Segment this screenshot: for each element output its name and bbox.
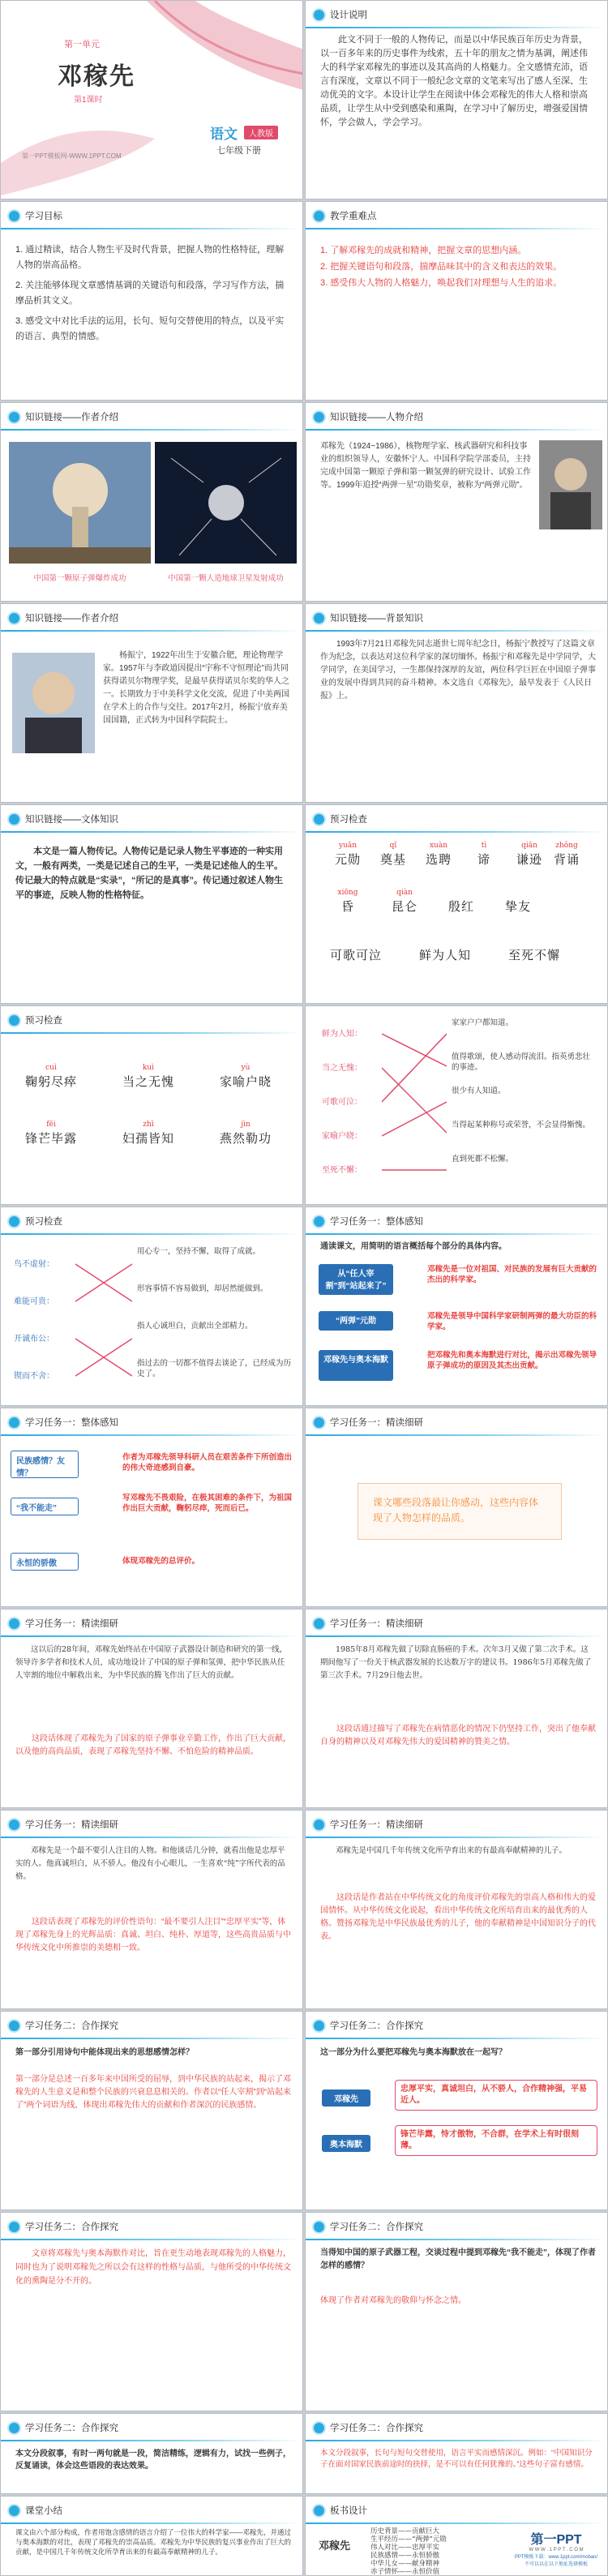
term: 开诚布公： xyxy=(14,1335,54,1344)
section-label: 永恒的骄傲 xyxy=(11,1553,79,1571)
slide-text: 本文是一篇人物传记。人物传记是记录人物生平事迹的一种实用文，一般有两类，一类是记述自己的生平，一类是记述他人的生平。传记最大的特点就是“实录”，“所记的是真事”。传记通过叙述人物生平的事迹，反映人物的性格特征。 xyxy=(15,847,283,900)
slide-title: 板书设计 xyxy=(330,2506,367,2516)
section-label: “我不能走” xyxy=(11,1498,79,1515)
word: 当之无愧 xyxy=(122,1074,174,1089)
quoted-passage: 1985年8月邓稼先做了切除直肠癌的手术。次年3月又做了第二次手术。这期间他写了一份关于核武器发展的长达数万字的建议书。1986年5月邓稼先做了第三次手术。7月29日他去世。 xyxy=(320,1645,592,1680)
term: 可歌可泣： xyxy=(322,1098,362,1107)
close-reading-prompt-slide xyxy=(305,1408,608,1607)
background-knowledge-slide xyxy=(305,603,608,803)
close-reading-slide-2 xyxy=(305,1609,608,1808)
grade-label: 七年级下册 xyxy=(216,146,261,156)
deng-jiaxian-photo xyxy=(539,440,602,529)
slide-title: 学习任务一：精读细研 xyxy=(330,1820,423,1830)
section-summary: 体现邓稼先的总评价。 xyxy=(122,1557,200,1566)
key-point-item: 2. 把握关键语句和段落，揣摩品味其中的含义和表达的效果。 xyxy=(320,262,563,272)
site-label: 第一PPT模板网-WWW.1PPT.COM xyxy=(22,152,122,160)
term: 锲而不舍： xyxy=(14,1372,54,1381)
matching-lines xyxy=(382,1018,447,1196)
word: 家喻户晓 xyxy=(219,1074,272,1089)
yang-zhenning-photo xyxy=(12,653,95,753)
matching-lines xyxy=(75,1246,132,1400)
slide-title: 知识链接——作者介绍 xyxy=(25,614,118,624)
word: 殷红 xyxy=(447,899,474,914)
comparison-label: 奥本海默 xyxy=(322,2135,370,2152)
edition-badge: 人教版 xyxy=(244,126,278,139)
inquiry-answer: 体现了作者对邓稼先的敬仰与怀念之情。 xyxy=(320,2296,466,2305)
slide-title: 学习任务一：精读细研 xyxy=(25,1619,118,1629)
quoted-passage: 邓稼先是中国几千年传统文化所孕育出来的有最高奉献精神的儿子。 xyxy=(336,1846,567,1855)
definition-list xyxy=(452,1018,597,1188)
bullet-icon xyxy=(9,1417,19,1428)
quoted-passage: 邓稼先是一个最不要引人注目的人物。和他谈话几分钟，就看出他是忠厚平实的人。他真诚坦白，从不骄人。他没有小心眼儿，一生喜欢“纯”字所代表的品格。 xyxy=(15,1846,285,1881)
bullet-icon xyxy=(9,2222,19,2232)
slide-title: 学习任务二：合作探究 xyxy=(25,2021,118,2031)
term: 鲜为人知： xyxy=(322,1030,362,1039)
template-link[interactable]: 不可以以在以下地址选择模板 xyxy=(524,2562,588,2567)
slide-title: 知识链接——背景知识 xyxy=(330,614,423,624)
word: 谛 xyxy=(477,852,490,867)
word: 至死不懈 xyxy=(507,948,560,962)
comparison-label: 邓稼先 xyxy=(322,2090,370,2107)
bullet-icon xyxy=(314,10,324,20)
term: 家喻户晓： xyxy=(322,1132,362,1141)
bullet-icon xyxy=(314,1819,324,1830)
cooperative-inquiry-slide-2 xyxy=(305,2011,608,2210)
word: 鲜为人知 xyxy=(418,948,471,962)
close-reading-slide-4 xyxy=(305,1810,608,2009)
slide-title: 知识链接——人物介绍 xyxy=(330,413,423,422)
image-caption: 中国第一颗人造地球卫星发射成功 xyxy=(168,574,284,583)
slide-text: 杨振宁，1922年出生于安徽合肥，理论物理学家。1957年与李政道因提出“宇称不守恒理论”而共同获得诺贝尔物理学奖，是最早获得诺贝尔奖的华人之一。长期致力于中美科学文化交流，促进了中美两国在学术上的合作与交往。2017年2月，杨振宁放弃美国国籍，正式转为中国科学院院士。 xyxy=(103,651,289,725)
logo-block xyxy=(512,2529,601,2567)
board-row: 生平经历——“两弹”元勋 xyxy=(370,2535,447,2544)
goal-item: 2. 关注能够体现文章感情基调的关键语句和段落，学习写作方法，揣摩品析其文义。 xyxy=(15,281,285,306)
cover-background-illustration xyxy=(1,1,303,199)
word: 背诵 xyxy=(553,852,580,867)
word: 锋芒毕露 xyxy=(24,1131,77,1146)
pinyin xyxy=(429,888,494,898)
slide-title: 学习任务一：精读细研 xyxy=(330,1619,423,1629)
learning-goals-slide xyxy=(0,201,303,401)
cooperative-inquiry-slide-4 xyxy=(305,2212,608,2411)
bullet-icon xyxy=(9,2021,19,2031)
bullet-icon xyxy=(314,412,324,422)
bullet-icon xyxy=(314,211,324,221)
quoted-passage: 这以后的28年间，邓稼先始终站在中国原子武器设计制造和研究的第一线，领导许多学者和技术人员，成功地设计了中国的原子弹和氢弹，把中华民族从任人宰割的地位中解救出来，为中华民族的腾飞作出了巨大的贡献。 xyxy=(15,1645,288,1680)
definition: 用心专一，坚持不懈，取得了成就。 xyxy=(137,1247,261,1256)
definition: 家家户户都知道。 xyxy=(452,1018,514,1027)
slide-title: 教学重难点 xyxy=(330,212,377,221)
word: 挚友 xyxy=(504,899,531,914)
unit-label: 第一单元 xyxy=(64,40,100,49)
class-summary-slide xyxy=(0,2496,303,2576)
analysis-text: 这段话通过描写了邓稼先在病情恶化的情况下仍坚持工作，突出了他奉献自身的精神以及对邓稼先伟大的爱国精神的赞美之情。 xyxy=(320,1725,596,1747)
inquiry-question: 这一部分为什么要把邓稼先与奥本海默放在一起写？ xyxy=(320,2048,507,2057)
pinyin: fēi xyxy=(46,1121,56,1129)
slide-title: 学习任务二：合作探究 xyxy=(330,2424,423,2433)
slide-title: 预习检查 xyxy=(25,1217,62,1227)
pinyin: xuàn xyxy=(429,842,448,850)
summary-text: 课文由六个部分构成，作者用饱含感情的语言介绍了一位伟大的科学家——邓稼先，并通过与奥本海默的对比，表现了邓稼先的崇高品质。邓稼先为中华民族的复兴事业作出了巨大的贡献，是中国几千年传统文化所孕育出来的有最高奉献精神的儿子。 xyxy=(15,2528,292,2556)
close-reading-slide-3 xyxy=(0,1810,303,2009)
word: 鞠躬尽瘁 xyxy=(24,1074,77,1089)
bullet-icon xyxy=(9,1819,19,1830)
pinyin: zhī xyxy=(143,1121,154,1129)
cooperative-inquiry-slide-3 xyxy=(0,2212,303,2411)
definition: 指人心诚坦白，贡献出全部精力。 xyxy=(137,1322,253,1331)
inquiry-answer: 第一部分是总述一百多年来中国所受的屈辱，到中华民族的站起来，揭示了邓稼先的人生意义是和整个民族的兴衰息息相关的。作者以“任人宰割”到“站起来了”两个词语为线，体现出邓稼先伟大的贡献和作者深沉的民族感情。 xyxy=(15,2075,291,2110)
section-summary: 作者为邓稼先领导科研人员在艰苦条件下所创造出的伟大奇迹感到自豪。 xyxy=(122,1453,293,1472)
pinyin: kuì xyxy=(142,1064,155,1072)
pinyin: qiān xyxy=(521,842,537,850)
inquiry-answer: 文章将邓稼先与奥本海默作对比，旨在更生动地表现邓稼先的人格魅力，同时也为了说明邓稼先之所以会有这样的性格与品质，与他所受的中华传统文化的熏陶是分不开的。 xyxy=(15,2249,291,2286)
term-list xyxy=(14,1246,79,1395)
section-label: 民族感情？友情？ xyxy=(11,1451,79,1478)
definition: 很少有人知道。 xyxy=(452,1087,506,1095)
pinyin: yuān xyxy=(338,842,358,850)
bullet-icon xyxy=(314,613,324,624)
slide-title: 学习任务二：合作探究 xyxy=(25,2222,118,2232)
image-caption: 中国第一颗原子弹爆炸成功 xyxy=(33,574,126,583)
analysis-text: 这段话是作者站在中华传统文化的角度评价邓稼先的崇高人格和伟大的爱国情怀。从中华传统文化说起，看出中华传统文化所培育出来的最优秀的人格。赞扬邓稼先是中华民族最优秀的儿子，他的奉献精神是中国知识分子的代表。 xyxy=(320,1893,596,1941)
definition: 值得歌颂，使人感动得流泪。指英勇悲壮的事迹。 xyxy=(452,1052,591,1072)
word: 选聘 xyxy=(425,852,452,867)
inquiry-answer: 本文分段叙事，长句与短句交替使用，语言平实而感情深沉。例如：“中国知识分子在面对国家民族前途时的抉择，是不可以有任何犹豫的。”这些句子富有感情。 xyxy=(320,2449,593,2469)
analysis-text: 这段话体现了邓稼先为了国家的原子弹事业辛勤工作，作出了巨大贡献，以及他的高尚品质，表现了邓稼先坚持不懈、不怕危险的精神品质。 xyxy=(15,1734,291,1756)
bullet-icon xyxy=(314,2423,324,2433)
word: 谦逊 xyxy=(516,852,542,867)
slide-title: 学习任务一：精读细研 xyxy=(330,1418,423,1428)
slide-title: 学习任务一：整体感知 xyxy=(330,1217,423,1227)
bullet-icon xyxy=(314,1417,324,1428)
board-rows xyxy=(370,2527,447,2576)
pinyin: qǐ xyxy=(389,842,397,850)
board-row: 历史背景——贡献巨大 xyxy=(370,2527,440,2535)
definition: 形容事情不容易做到，却居然能做到。 xyxy=(137,1284,268,1293)
cooperative-inquiry-slide-1 xyxy=(0,2011,303,2210)
bullet-icon xyxy=(9,412,19,422)
key-point-item: 3. 感受伟大人物的人格魅力，唤起我们对理想与人生的追求。 xyxy=(320,278,563,288)
bullet-icon xyxy=(9,814,19,825)
term: 难能可贵： xyxy=(14,1297,54,1306)
goal-item: 3. 感受文中对比手法的运用，长句、短句交替使用的特点，以及平实的语言、典型的情感。 xyxy=(15,316,285,341)
matching-slide-2 xyxy=(0,1207,303,1406)
slide-title: 预习检查 xyxy=(330,815,367,825)
pinyin: yù xyxy=(241,1064,250,1072)
person-intro-slide xyxy=(305,402,608,602)
lesson-label: 第1课时 xyxy=(74,96,103,105)
section-summary: 邓稼先是领导中国科学家研制两弹的最大功臣的科学家。 xyxy=(427,1312,597,1331)
section-summary: 邓稼先是一位对祖国、对民族的发展有巨大贡献的杰出的科学家。 xyxy=(427,1265,597,1284)
word: 燕然勒功 xyxy=(219,1131,272,1146)
analysis-text: 这段话表现了邓稼先的评价性语句：“最不要引人注目”“忠厚平实”等，体现了邓稼先身上的光辉品质：真诚、坦白、纯朴、厚道等，这些高贵品质与中华传统文化中所推崇的美德相一致。 xyxy=(15,1918,291,1952)
overall-perception-slide-2 xyxy=(0,1408,303,1607)
preview-check-slide-2 xyxy=(0,1005,303,1205)
slide-title: 学习任务二：合作探究 xyxy=(330,2021,423,2031)
slide-title: 学习任务二：合作探究 xyxy=(330,2222,423,2232)
inquiry-question: 当得知中国的原子武器工程，交谈过程中提到邓稼先“我不能走”，体现了作者怎样的感情？ xyxy=(320,2248,596,2270)
pinyin: qiàn xyxy=(396,889,413,897)
word: 可歌可泣 xyxy=(329,948,382,962)
slide-title: 学习任务一：整体感知 xyxy=(25,1418,118,1428)
term: 当之无愧： xyxy=(322,1064,362,1073)
slide-title: 知识链接——文体知识 xyxy=(25,815,118,825)
cooperative-inquiry-slide-5 xyxy=(0,2413,303,2494)
pinyin: zhǒng xyxy=(555,842,578,850)
close-reading-slide-1 xyxy=(0,1609,303,1808)
task-question: 通读课文，用简明的语言概括每个部分的具体内容。 xyxy=(320,1242,507,1251)
bullet-icon xyxy=(314,2021,324,2031)
word: 昏 xyxy=(340,899,354,914)
section-summary: 把邓稼先和奥本海默进行对比，揭示出邓稼先领导原子弹成功的原因及其杰出贡献。 xyxy=(427,1351,597,1370)
bullet-icon xyxy=(314,2222,324,2232)
comparison-text: 锋芒毕露，恃才傲物，不合群，在学术上有时很刻薄。 xyxy=(395,2125,597,2156)
download-link[interactable]: PPT模板下载：www.1ppt.com/moban/ xyxy=(514,2555,598,2560)
inquiry-question: 本文分段叙事，有时一两句就是一段，简洁精练，逻辑有力，试找一些例子，反复诵读，体会这些语段的表达效果。 xyxy=(15,2450,291,2471)
bullet-icon xyxy=(9,1015,19,1026)
cover-slide xyxy=(0,0,303,199)
word: 昆仑 xyxy=(391,899,417,914)
section-label: “两弹”元勋 xyxy=(319,1311,393,1331)
pinyin xyxy=(486,888,550,898)
board-row: 民族感情——永恒骄傲 xyxy=(370,2552,440,2560)
slide-title: 学习目标 xyxy=(25,212,62,221)
background-images-slide xyxy=(0,402,303,602)
genre-knowledge-slide xyxy=(0,804,303,1004)
pinyin: cuì xyxy=(45,1064,57,1072)
term: 鸟不虚射： xyxy=(14,1260,54,1269)
prompt-box: 课文哪些段落最让你感动，这些内容体现了人物怎样的品质。 xyxy=(358,1483,562,1540)
key-points-slide xyxy=(305,201,608,401)
slide-title: 设计说明 xyxy=(330,11,367,20)
word: 妇孺皆知 xyxy=(122,1131,174,1146)
logo-text: 第一PPT xyxy=(530,2533,582,2547)
board-row: 赤子情怀——永恒价值 xyxy=(370,2568,440,2576)
author-intro-slide xyxy=(0,603,303,803)
cover-title: 邓稼先 xyxy=(58,62,135,91)
slide-text: 此文不同于一般的人物传记，而是以中华民族百年历史为背景，以一百多年来的历史事件为线索，五十年的朋友之情为基调，阐述伟大的科学家邓稼先的事迹以及其高尚的人格魅力。全文感情充沛，语言有深度，文章以不同于一般纪念文章的文笔来写出了感人至深、生动优美的文字。本设计让学生在阅读中体会邓稼先的伟大人格和崇高品质，让学生从中受到感染和熏陶，在学习中了解历史，增强爱国情怀，学会做人，学会学习。 xyxy=(320,35,588,127)
term: 至死不懈： xyxy=(322,1166,362,1175)
preview-check-slide-1 xyxy=(305,804,608,1004)
board-row: 伟人对比——忠厚平实 xyxy=(370,2544,440,2552)
bullet-icon xyxy=(9,211,19,221)
definition-list xyxy=(137,1246,294,1395)
satellite-photo xyxy=(155,442,297,564)
definition: 指过去的一切都不值得去谈论了，已经成为历史了。 xyxy=(137,1359,292,1378)
section-label: 从“任人宰割”到“站起来了” xyxy=(319,1264,393,1295)
cooperative-inquiry-slide-6 xyxy=(305,2413,608,2494)
slide-title: 预习检查 xyxy=(25,1016,62,1026)
word: 元勋 xyxy=(334,852,361,867)
inquiry-question: 第一部分引用诗句中能体现出来的思想感情怎样？ xyxy=(15,2048,194,2057)
atomic-bomb-photo xyxy=(9,442,151,564)
board-row: 中华儿女——献身精神 xyxy=(370,2560,440,2568)
slide-title: 课堂小结 xyxy=(25,2506,62,2516)
slide-title: 学习任务一：精读细研 xyxy=(25,1820,118,1830)
definition: 当得起某种称号或荣誉，不会显得惭愧。 xyxy=(452,1121,591,1129)
pinyin: xiōng xyxy=(337,889,358,897)
logo-url: W W W . 1 P P T . C O M xyxy=(529,2548,584,2552)
key-point-item: 1. 了解邓稼先的成就和精神，把握文章的思想内涵。 xyxy=(320,246,527,255)
bullet-icon xyxy=(9,1216,19,1227)
slide-text: 1993年7月21日邓稼先同志逝世七周年纪念日，杨振宁教授写了这篇文章作为纪念，以表达对这位科学家的深切缅怀。杨振宁和邓稼先是中学同学，大学同学，在美国学习，一生都保持深厚的友谊，两位科学巨匠在中国原子弹事业的发展中得到共同的奋斗精神。本文选自《邓稼先》，最早发表于《人民日报》上。 xyxy=(320,640,596,701)
bullet-icon xyxy=(314,814,324,825)
board-name: 邓稼先 xyxy=(319,2540,351,2552)
bullet-icon xyxy=(9,2505,19,2516)
comparison-text: 忠厚平实，真诚坦白，从不骄人，合作精神强，平易近人。 xyxy=(395,2080,597,2111)
subject-label: 语文 xyxy=(210,126,238,142)
bullet-icon xyxy=(314,1618,324,1629)
design-notes-slide xyxy=(305,0,608,199)
slide-title: 知识链接——作者介绍 xyxy=(25,413,118,422)
overall-perception-slide-1 xyxy=(305,1207,608,1406)
matching-slide-1 xyxy=(305,1005,608,1205)
section-summary: 写邓稼先不畏艰险，在极其困难的条件下，为祖国作出巨大贡献，鞠躬尽瘁，死而后已。 xyxy=(122,1494,293,1513)
bullet-icon xyxy=(314,2505,324,2516)
bullet-icon xyxy=(9,1618,19,1629)
pinyin: tì xyxy=(481,842,487,850)
bullet-icon xyxy=(9,613,19,624)
definition: 直到死都不松懈。 xyxy=(452,1155,514,1164)
bullet-icon xyxy=(9,2423,19,2433)
pinyin: jìn xyxy=(241,1121,250,1129)
section-label: 邓稼先与奥本海默 xyxy=(319,1350,393,1381)
goal-item: 1. 通过精读，结合人物生平及时代背景，把握人物的性格特征，理解人物的崇高品格。 xyxy=(15,245,285,270)
slide-text: 邓稼先（1924~1986），核物理学家、核武器研究和科技事业的组织领导人，安徽怀宁人。中国科学院学部委员，主持完成中国第一颗原子弹和第一颗氢弹的研究设计、试验工作等。1999年追授“两弹一星”功勋奖章，被称为“两弹元勋”。 xyxy=(320,442,531,490)
slide-title: 学习任务二：合作探究 xyxy=(25,2424,118,2433)
word: 奠基 xyxy=(379,852,406,867)
board-design-slide xyxy=(305,2496,608,2576)
bullet-icon xyxy=(314,1216,324,1227)
